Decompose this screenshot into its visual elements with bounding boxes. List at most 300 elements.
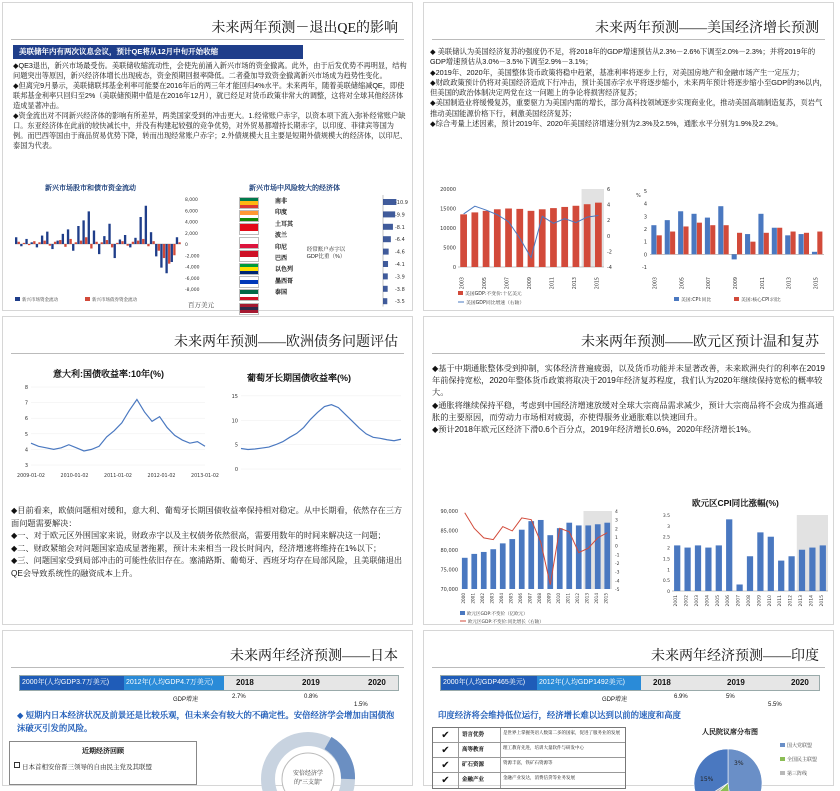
- bar: [726, 519, 732, 591]
- timeline-bar: [19, 675, 399, 691]
- table-row: [433, 728, 625, 743]
- data-label: -4.1: [395, 262, 405, 268]
- column-header: 经常账户赤字以GDP比重（%）: [306, 247, 346, 260]
- tick-label: 2003: [489, 593, 495, 604]
- bar: [519, 530, 525, 589]
- paragraph: ◆美国制造业将缓慢复苏，重要驱力为美国内需的增长，部分高科技领域逐步实现商业化，推动美国高端制造复苏，页岩气推动美国能源价格下行，刺激美国经济复苏；: [430, 98, 823, 118]
- bar: [119, 240, 121, 245]
- bar: [72, 244, 74, 251]
- flag-icon: [239, 210, 259, 222]
- bar: [33, 241, 35, 244]
- bar: [15, 237, 17, 244]
- bar: [595, 524, 601, 589]
- review-box: [9, 741, 197, 785]
- tick-label: 2012: [788, 595, 794, 607]
- tick-label: 2011: [778, 595, 784, 607]
- bar: [817, 232, 822, 255]
- tick-label: 2010: [555, 593, 561, 604]
- india-table: [432, 727, 626, 789]
- country-name: 印度: [275, 210, 288, 217]
- slide-title-underline: [432, 667, 825, 668]
- slide-us-growth[interactable]: [423, 2, 834, 311]
- bar: [490, 549, 496, 589]
- legend-swatch: [460, 611, 465, 615]
- slide-euro-debt[interactable]: [2, 316, 413, 625]
- tick-label: 0: [185, 243, 188, 248]
- pie-slice: [728, 749, 762, 791]
- bar: [129, 244, 131, 247]
- bar: [383, 211, 395, 217]
- tick-label: 2007: [707, 277, 713, 290]
- bar: [718, 206, 723, 254]
- tick-label: 0: [452, 265, 456, 271]
- bar: [585, 525, 591, 589]
- table-row: [433, 758, 625, 773]
- paragraph: ◆资金流出对不同新兴经济体的影响有所差异，两类国家受到的冲击更大。1.经常账户赤字，以资本项下流入弥补经常账户缺口。东亚经济体在此前的较快减长中，并没有构建起较强的竞争优势，对外贸易都增持长期赤字，以印度、菲律宾等国为例。而巴西等国由于商品贸易优势下降，转而出现经常账户赤字；2.外债规模大且主要是短期外债规模大的经济体，以印尼、泰国为代表。: [13, 111, 408, 150]
- unit-label: %: [636, 193, 641, 199]
- tick-label: 10: [231, 418, 238, 425]
- year-label: 2018: [236, 678, 254, 687]
- country-name: 南非: [275, 199, 288, 205]
- bar: [82, 220, 84, 244]
- country-name: 以色列: [275, 267, 294, 274]
- table-row: [433, 773, 625, 788]
- bar: [67, 229, 69, 244]
- bar: [538, 520, 544, 589]
- gdp-value: 1.5%: [354, 702, 368, 708]
- bar: [768, 537, 774, 591]
- tick-label: 2005: [680, 277, 686, 290]
- tick-label: 5: [234, 442, 238, 449]
- legend-label: 新兴市场债券资金流动: [92, 298, 137, 303]
- headline: ◆ 短期内日本经济状况及前景还是比较乐观，但未来会有较大的不确定性。安倍经济学会增加由国债泡沫破灭引发的风险。: [17, 710, 395, 733]
- bar: [150, 232, 152, 244]
- portugal-yield-chart: [221, 383, 407, 495]
- tick-label: 1: [643, 239, 647, 246]
- slide-title: 未来两年预测——欧元区预计温和复苏: [581, 335, 819, 350]
- chart-title: 新兴市场股市和债市资金流动: [45, 185, 136, 192]
- bar: [163, 244, 165, 258]
- bar: [23, 243, 25, 244]
- us-gdp-chart: [430, 181, 630, 307]
- tick-label: 7: [24, 400, 28, 407]
- bar: [18, 242, 20, 244]
- us-cpi-chart: [634, 181, 832, 307]
- tick-label: 1: [615, 536, 618, 541]
- country-name: 土耳其: [275, 221, 294, 228]
- data-label: -6.4: [395, 237, 405, 244]
- legend-label: 美国GDP:不变价:十亿美元: [465, 292, 522, 297]
- paragraph: ◆基于中期通胀整体受到抑制，实体经济普遍疲弱，以及货币功能并未显著改善，未来欧洲央行的利率在2019年前保持宽松，2020年整体货币政策将取决于2019年经济复苏程度，我们认为2020年继续保持宽松的概率较大。: [432, 364, 825, 398]
- flag-icon: [239, 276, 259, 288]
- bar: [80, 241, 82, 244]
- country-name: 巴西: [275, 255, 288, 262]
- bar: [750, 242, 755, 255]
- slide-india[interactable]: [423, 630, 834, 786]
- bar: [121, 241, 123, 244]
- tick-label: 2009-01-02: [17, 474, 45, 479]
- gdp-value: 5.5%: [768, 702, 782, 708]
- paragraph: ◆目前看来，欧债问题相对缓和，意大利、葡萄牙长期国债收益率保持相对稳定。从中长期看，依然存在三方面问题需要解决：: [11, 506, 403, 528]
- paragraph: ◆QE3退出，新兴市场最受伤。美联储收缩流动性，会使先前涌入新兴市场的资金撤离。此外，由于后发优势不再明显，结构问题突出等原因，新兴经济体增长出现疲态，资金预期回报率降低。二者叠加导致资金撤离新兴市场成为趋势性变化。: [13, 61, 407, 80]
- bar: [505, 209, 512, 268]
- tick-label: 0.5: [662, 579, 670, 585]
- legend-swatch: [458, 291, 463, 295]
- tick-label: 2003: [695, 595, 700, 607]
- flag-column: [239, 197, 265, 316]
- bar: [483, 211, 490, 267]
- series-line: [241, 405, 401, 450]
- legend-swatch: [780, 743, 785, 747]
- tick-label: 2007: [505, 277, 511, 290]
- slide-title-underline: [432, 39, 825, 40]
- bar: [758, 214, 763, 255]
- bar: [46, 232, 48, 244]
- legend-swatch: [85, 297, 90, 301]
- tick-label: -2,000: [185, 254, 200, 260]
- tick-label: 85,000: [440, 528, 458, 535]
- tick-label: 3: [643, 214, 647, 221]
- tick-label: 2012-01-02: [147, 474, 176, 479]
- country-name: 印尼: [275, 244, 288, 251]
- bar: [69, 239, 71, 244]
- bar: [462, 558, 468, 589]
- tick-label: 2013-01-02: [191, 474, 219, 479]
- year-label: 2019: [302, 678, 320, 687]
- bar: [788, 556, 794, 591]
- legend-swatch: [734, 297, 739, 301]
- bar: [757, 532, 763, 591]
- data-label: -8.1: [395, 224, 405, 231]
- slide-title-underline: [11, 667, 404, 668]
- bar: [724, 225, 729, 254]
- bar: [62, 234, 64, 244]
- paragraph: ◆ 美联储认为美国经济复苏的强度仍不足，将2018年的GDP增速预估从2.3%－2.6%下调至2.0%－2.3%；并将2019年的GDP增速预估从3.0%－3.5%下调至2.9%－3.1%；: [430, 47, 816, 67]
- bar: [383, 224, 393, 230]
- bar: [547, 535, 553, 589]
- bar: [116, 243, 118, 244]
- bar: [176, 237, 178, 244]
- legend-label: 新兴市场资金流动: [22, 298, 58, 303]
- tick-label: 15: [231, 393, 238, 400]
- year-label: 2020: [368, 678, 386, 687]
- body-text: [432, 363, 828, 436]
- bar: [528, 521, 534, 589]
- body-text: [11, 505, 407, 580]
- check-icon: ✔: [433, 728, 459, 742]
- country-name: 泰国: [275, 290, 288, 297]
- bar: [41, 236, 43, 244]
- tick-label: 2001: [674, 595, 680, 607]
- check-icon: ✔: [433, 743, 459, 757]
- bar: [155, 244, 157, 256]
- bar: [85, 237, 87, 244]
- legend-label: 欧元区GDP:不变价:同比增长（右轴）: [468, 620, 544, 625]
- tick-label: 2007: [527, 593, 533, 604]
- bar: [77, 226, 79, 244]
- bar: [25, 239, 27, 244]
- tick-label: 4,000: [185, 220, 198, 226]
- tick-label: 2015: [814, 277, 820, 290]
- bar: [732, 254, 737, 259]
- pie-title: 人民院议席分布图: [702, 729, 758, 736]
- bar: [137, 241, 139, 244]
- bar: [44, 241, 46, 244]
- tick-label: 3.5: [662, 514, 670, 519]
- review-item: 日本首相安倍晋三领导的自由民主党及其联盟: [14, 762, 196, 771]
- bar: [90, 244, 92, 249]
- tick-label: 2006: [726, 595, 732, 607]
- paragraph: ◆通胀将继续保持平稳，考虑到中国经济增速放缓对全球大宗商品需求减少，预计大宗商品将不会成为推高通胀的主要原因，而劳动力市场相对疲弱，亦使得服务业通胀难以快速回升。: [432, 400, 824, 422]
- paragraph: ◆三、问题国家受到局部冲击的可能性依旧存在。塞浦路斯、葡萄牙、西班牙均存在局部风险，且美联储退出QE会导致系统性的融资成本上升。: [11, 556, 403, 578]
- bar: [494, 209, 501, 267]
- bar: [38, 242, 40, 244]
- review-title: 近期经济回顾: [82, 748, 124, 755]
- tick-label: 2013: [572, 277, 578, 290]
- bar: [383, 249, 389, 255]
- tick-label: -1: [642, 265, 647, 271]
- tick-label: 1: [667, 568, 670, 574]
- year-label: 2019: [727, 678, 745, 687]
- country-name: 墨西哥: [275, 278, 294, 285]
- tick-label: 2012: [574, 593, 580, 604]
- tick-label: 2002: [684, 595, 690, 607]
- table-row: [433, 743, 625, 758]
- legend-label: 美国GDP同比增速（右轴）: [466, 301, 525, 306]
- bar: [54, 242, 56, 244]
- bar: [785, 235, 790, 254]
- legend-swatch: [780, 757, 785, 761]
- data-label: 15%: [700, 776, 714, 783]
- paragraph: ◆一、对于欧元区外围国家来说，财政赤字以及主权债务依然很高，需要用数年的时间来解决这一问题；: [11, 531, 386, 540]
- data-label: -3.5: [395, 299, 405, 306]
- bar: [106, 240, 108, 244]
- tick-label: 2004: [705, 595, 711, 607]
- tick-label: 2011: [760, 277, 766, 290]
- paragraph: ◆但离完9月暴示，美联储联邦基金利率可能要在2016年后的两三年才能回归4%水平。未来两年，随着美联储缩减QE，即使联邦基金利率只回归至2%（美联储预期中值是在2016年12月），就已经足对货币政策非常大的调整，这将对全球其他经济体造成显著冲击。: [13, 81, 405, 110]
- tick-label: 2015: [819, 595, 825, 607]
- timeline-segment: 2012年(人均GDP4.7万美元): [124, 676, 224, 690]
- bar: [747, 556, 753, 591]
- tick-label: 2013: [584, 593, 590, 604]
- tick-label: 6: [607, 187, 611, 193]
- table-value: 理工教育先进，培训大量软件与研发中心: [503, 744, 584, 750]
- tick-label: 2011: [565, 593, 571, 604]
- slide-japan[interactable]: [2, 630, 413, 786]
- paragraph: ◆预计2018年欧元区经济下滑0.6个百分点，2019年经济增长0.6%，2020年经济增长1%。: [432, 425, 756, 435]
- flag-icon: [239, 197, 259, 209]
- data-label: -9.9: [395, 212, 405, 219]
- bar: [509, 539, 515, 589]
- tick-label: 2000: [460, 593, 466, 604]
- gdp-value: 6.9%: [674, 694, 688, 700]
- deficit-chart: [347, 195, 407, 311]
- tick-label: 2014: [809, 595, 815, 607]
- tick-label: -3: [615, 570, 620, 576]
- bar: [383, 236, 391, 242]
- bar: [695, 545, 701, 591]
- paragraph: ◆财政政策预计仍将对美国经济造成下行冲击，预计美国赤字水平将逐步缩小，未来两年预计将逐步缩小至GDP的3%以内，但美国的政治体制决定两党在这一问题上的争论将损害经济复苏；: [430, 77, 827, 98]
- bar: [820, 545, 826, 591]
- tick-label: -5: [615, 588, 620, 593]
- legend-label: 欧元区GDP:不变价（亿欧元）: [467, 612, 528, 617]
- bar: [98, 244, 100, 254]
- legend-swatch: [674, 297, 679, 301]
- tick-label: 2009: [528, 277, 533, 290]
- bar: [670, 232, 675, 255]
- tick-label: 2007: [736, 595, 742, 607]
- bar: [812, 252, 817, 255]
- table-key: 矿石资源: [459, 758, 501, 772]
- bar: [145, 206, 147, 244]
- bar: [778, 561, 784, 591]
- data-label: -3.9: [395, 274, 405, 281]
- timeline-segment: 2000年(人均GDP3.7万美元): [20, 676, 124, 690]
- bar: [28, 244, 30, 245]
- tick-label: 2005: [483, 277, 489, 290]
- tick-label: 2: [667, 546, 670, 552]
- bar: [705, 548, 711, 591]
- tick-label: 2001: [470, 593, 476, 604]
- flag-icon: [239, 237, 259, 249]
- table-value: 是世界上掌握英语人数第二多的国家，促进了服务业的发展: [503, 729, 620, 735]
- tick-label: 1.5: [662, 557, 670, 563]
- slide-title-underline: [11, 353, 404, 354]
- tick-label: 8: [24, 385, 28, 391]
- legend-label: 第三阵线: [787, 771, 808, 777]
- table-key: 语言优势: [459, 728, 501, 742]
- bar: [140, 217, 142, 244]
- tick-label: 2010: [767, 595, 773, 607]
- tick-label: 2011: [550, 277, 556, 290]
- pie-slice: [694, 749, 728, 791]
- bar: [651, 225, 656, 254]
- bar: [584, 204, 591, 267]
- slide-eurozone[interactable]: [423, 316, 834, 625]
- tick-label: 5000: [443, 245, 456, 252]
- bar: [114, 244, 116, 258]
- tick-label: 2002: [479, 593, 485, 604]
- tick-label: 2003: [460, 277, 466, 290]
- bar: [49, 244, 51, 246]
- legend-label: 国大党联盟: [787, 743, 813, 749]
- tick-label: 2014: [593, 593, 599, 604]
- tick-label: 2006: [517, 593, 523, 604]
- tick-label: 3: [615, 518, 618, 524]
- flag-icon: [239, 303, 259, 315]
- tick-label: 2008: [536, 593, 542, 604]
- euro-cpi-chart: [656, 509, 832, 621]
- chart-title: 欧元区CPI同比涨幅(%): [692, 498, 779, 508]
- legend-label: 全国民主联盟: [787, 757, 818, 763]
- flag-icon: [239, 250, 259, 262]
- check-icon: ✔: [433, 773, 459, 788]
- timeline-segment: 2000年(人均GDP465美元): [441, 676, 537, 690]
- body-text: [430, 47, 828, 129]
- bar: [51, 244, 53, 249]
- tick-label: 8,000: [185, 198, 198, 203]
- bar: [173, 244, 175, 255]
- tick-label: 0: [643, 252, 647, 259]
- chart-title: 意大利:国债收益率:10年(%): [53, 369, 165, 379]
- timeline-bar: [440, 675, 820, 691]
- data-label: -4.6: [395, 249, 405, 256]
- bar: [95, 242, 97, 244]
- bar: [500, 543, 506, 589]
- slide-qe-exit[interactable]: [2, 2, 413, 311]
- tick-label: 5: [24, 431, 28, 438]
- bar: [165, 244, 167, 273]
- bar: [160, 244, 162, 268]
- bar: [460, 214, 467, 267]
- bar: [64, 244, 66, 247]
- gdp-label: GDP增速: [602, 697, 628, 703]
- tick-label: 6,000: [185, 209, 198, 215]
- slide-title: 未来两年预测－退出QE的影响: [211, 21, 398, 36]
- bar: [152, 241, 154, 244]
- tick-label: 2: [615, 527, 618, 533]
- tick-label: -4,000: [185, 265, 200, 271]
- slide-title: 未来两年经济预测——印度: [651, 649, 819, 664]
- bar: [178, 242, 180, 244]
- bar: [691, 214, 696, 255]
- slide-title-underline: [432, 353, 825, 354]
- tick-label: 4: [607, 202, 611, 209]
- tick-label: 0: [615, 544, 618, 550]
- tick-label: 3: [24, 463, 28, 469]
- tick-label: 2.5: [662, 535, 670, 541]
- tick-label: 3: [667, 524, 670, 530]
- bar: [674, 545, 680, 591]
- tick-label: -4: [607, 265, 612, 271]
- data-label: 3%: [734, 760, 744, 767]
- bar: [103, 236, 105, 244]
- bar: [716, 545, 722, 591]
- legend-swatch: [780, 771, 785, 775]
- body-text: [13, 61, 408, 151]
- circle-label: 安倍经济学的“三支箭”: [292, 771, 323, 786]
- bar: [127, 244, 129, 246]
- chart-title: 新兴市场中风险较大的经济体: [249, 185, 340, 192]
- bar: [383, 286, 388, 292]
- bar: [168, 244, 170, 264]
- bar: [88, 211, 90, 244]
- chart-title: 葡萄牙长期国债收益率(%): [247, 373, 351, 383]
- tick-label: 4: [24, 447, 28, 454]
- bar: [573, 206, 580, 267]
- bar: [683, 226, 688, 254]
- tick-label: 2010-01-02: [60, 474, 89, 479]
- bar: [710, 225, 715, 254]
- bar: [550, 208, 557, 267]
- table-value: 资源丰富，铁矿石资源等: [503, 759, 553, 765]
- tick-label: -8,000: [185, 288, 200, 293]
- tick-label: 4: [615, 510, 618, 515]
- bar: [383, 273, 388, 279]
- tick-label: 2009: [757, 595, 763, 607]
- bar: [36, 244, 38, 247]
- tick-label: 0: [607, 233, 611, 240]
- tick-label: 10000: [440, 226, 456, 232]
- bar: [20, 244, 22, 246]
- legend-label: 美国:核心CPI:同比: [741, 298, 781, 303]
- bar: [595, 203, 602, 267]
- legend-label: 美国:CPI:同比: [681, 298, 712, 303]
- italy-yield-chart: [11, 379, 219, 491]
- bar: [471, 554, 477, 589]
- flag-icon: [239, 289, 259, 301]
- bar: [134, 238, 136, 244]
